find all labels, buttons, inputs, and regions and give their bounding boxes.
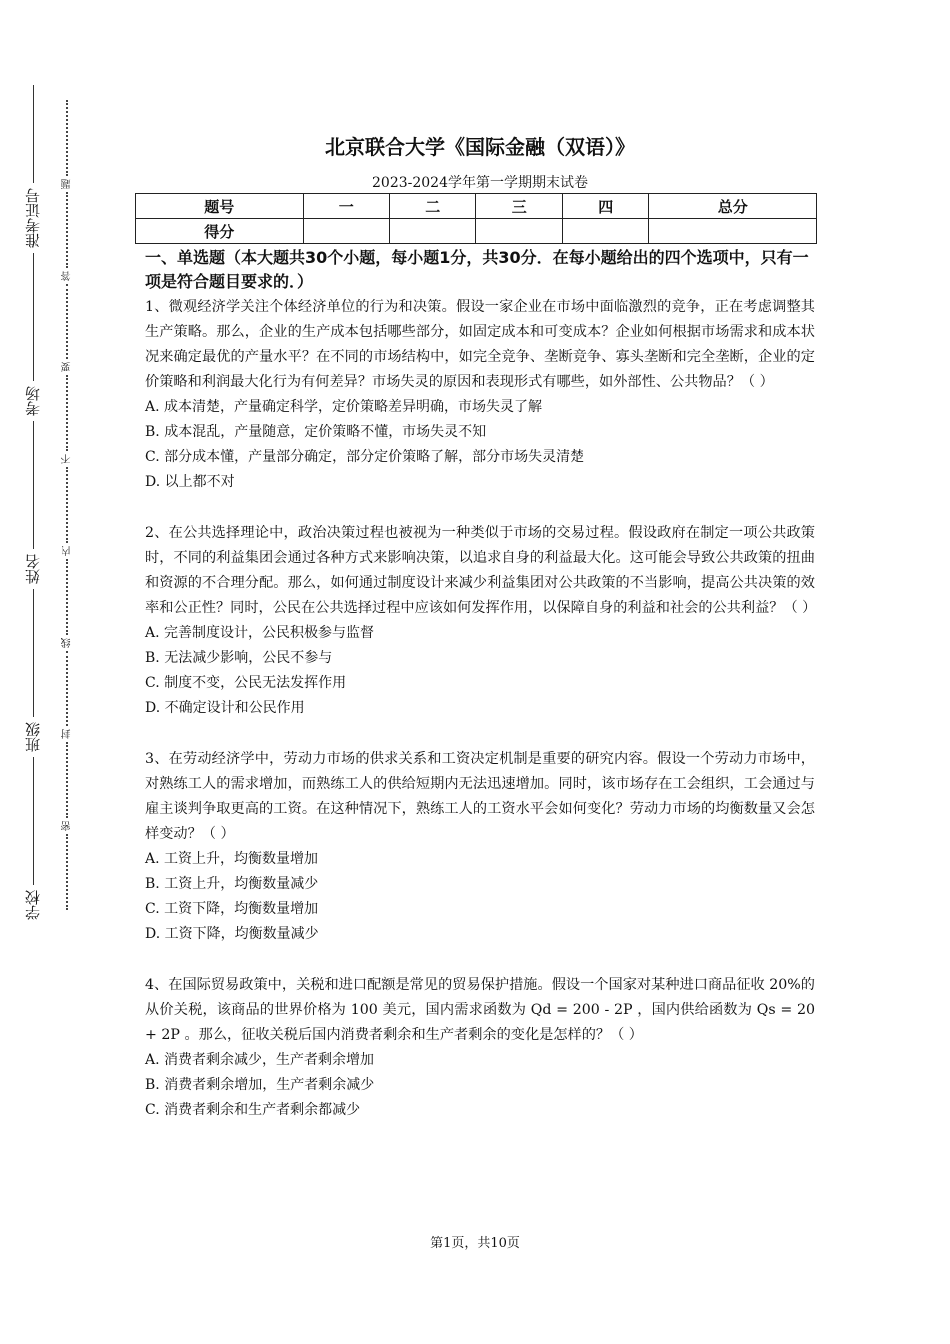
page-subtitle: 2023-2024学年第一学期期末试卷 [372, 175, 588, 191]
question-stem: 3、在劳动经济学中，劳动力市场的供求关系和工资决定机制是重要的研究内容。假设一个劳动力市场中，对熟练工人的需求增加，而熟练工人的供给短期内无法迅速增加。同时，该市场存在工会组织，工会通过与雇主谈判争取更高的工资。在这种情况下，熟练工人的工资水平会如何变化？劳动力市场的均衡数量又会怎样变动？（ ） [145, 751, 815, 842]
fill-line [33, 85, 34, 183]
seal-char: 答 [61, 270, 73, 281]
question-stem: 2、在公共选择理论中，政治决策过程也被视为一种类似于市场的交易过程。假设政府在制定一项公共政策时，不同的利益集团会通过各种方式来影响决策，以追求自身的利益最大化。这可能会导致公共政策的扭曲和资源的不合理分配。那么，如何通过制度设计来减少利益集团对公共政策的不当影响，提高公共决策的效率和公正性？同时，公民在公共选择过程中应该如何发挥作用，以保障自身的利益和社会的公共利益？（ ） [145, 525, 817, 616]
binding-segment [25, 253, 41, 421]
exam-content [145, 246, 815, 1123]
seal-dotted-line [60, 100, 74, 910]
option-b: B. 消费者剩余增加，生产者剩余减少 [145, 1077, 375, 1093]
question-1 [145, 295, 815, 495]
score-header-cell: 三 [476, 194, 562, 219]
option-d: D. 工资下降，均衡数量减少 [145, 926, 319, 942]
class-label: 班级 [24, 722, 42, 752]
binding-segment [25, 421, 41, 589]
option-c: C. 消费者剩余和生产者剩余都减少 [145, 1102, 361, 1118]
seal-char: 封 [61, 729, 73, 740]
seal-char: 线 [61, 637, 73, 648]
question-stem: 4、在国际贸易政策中，关税和进口配额是常见的贸易保护措施。假设一个国家对某种进口商品征收 20%的从价关税，该商品的世界价格为 100 美元，国内需求函数为 Qd = 200 - 2P ，国内供给函数为 Qs = 20 + 2P 。那么，征收关税后国内消费者剩余和生产者剩余的变化是怎样的？（ ） [145, 977, 815, 1043]
score-header-cell: 总分 [649, 194, 817, 219]
fill-line [33, 421, 34, 549]
fill-line [33, 757, 34, 885]
fill-line [33, 253, 34, 381]
seal-char: 要 [61, 362, 73, 373]
binding-info-column [20, 85, 46, 925]
option-a: A. 消费者剩余减少，生产者剩余增加 [145, 1052, 375, 1068]
question-3 [145, 747, 815, 947]
section-heading: 一、单选题（本大题共30个小题，每小题1分，共30分．在每小题给出的四个选项中，只有一项是符合题目要求的．） [145, 248, 809, 291]
exam-room-label: 考场 [24, 386, 42, 416]
question-4 [145, 973, 815, 1123]
page-title: 北京联合大学《国际金融（双语）》 [325, 135, 635, 159]
option-c: C. 工资下降，均衡数量增加 [145, 901, 319, 917]
question-stem: 1、微观经济学关注个体经济单位的行为和决策。假设一家企业在市场中面临激烈的竞争，正在考虑调整其生产策略。那么，企业的生产成本包括哪些部分，如固定成本和可变成本？企业如何根据市场需求和成本状况来确定最优的产量水平？在不同的市场结构中，如完全竞争、垄断竞争、寡头垄断和完全垄断，企业的定价策略和利润最大化行为有何差异？市场失灵的原因和表现形式有哪些，如外部性、公共物品？（ ） [145, 299, 815, 390]
seal-char: 内 [61, 545, 73, 556]
option-b: B. 成本混乱，产量随意，定价策略不懂，市场失灵不知 [145, 424, 487, 440]
fill-line [33, 589, 34, 717]
school-label: 学校 [24, 890, 42, 920]
score-header-cell: 二 [389, 194, 475, 219]
option-c: C. 制度不变，公民无法发挥作用 [145, 675, 347, 691]
score-cell[interactable] [303, 219, 389, 244]
option-a: A. 完善制度设计，公民积极参与监督 [145, 625, 375, 641]
seal-char: 题 [61, 178, 73, 189]
option-b: B. 无法减少影响，公民不参与 [145, 650, 333, 666]
question-2 [145, 521, 815, 721]
name-label: 姓名 [24, 554, 42, 584]
option-c: C. 部分成本懂，产量部分确定，部分定价策略了解，部分市场失灵清楚 [145, 449, 585, 465]
score-header-cell: 四 [562, 194, 648, 219]
score-cell[interactable] [476, 219, 562, 244]
score-cell[interactable] [389, 219, 475, 244]
exam-number-label: 准考证号 [24, 188, 42, 248]
score-row-label: 得分 [136, 219, 304, 244]
option-d: D. 以上都不对 [145, 474, 235, 490]
score-cell[interactable] [649, 219, 817, 244]
score-header-row [136, 194, 817, 219]
score-row [136, 219, 817, 244]
score-cell[interactable] [562, 219, 648, 244]
binding-segment [25, 757, 41, 925]
seal-char: 密 [61, 821, 73, 832]
page-footer: 第1页，共10页 [430, 1236, 520, 1251]
seal-char: 不 [61, 454, 73, 465]
score-header-cell: 题号 [136, 194, 304, 219]
option-d: D. 不确定设计和公民作用 [145, 700, 305, 716]
option-b: B. 工资上升，均衡数量减少 [145, 876, 319, 892]
binding-segment [25, 589, 41, 757]
option-a: A. 成本清楚，产量确定科学，定价策略差异明确，市场失灵了解 [145, 399, 543, 415]
score-table [135, 193, 817, 244]
option-a: A. 工资上升，均衡数量增加 [145, 851, 319, 867]
score-header-cell: 一 [303, 194, 389, 219]
binding-segment [25, 85, 41, 253]
